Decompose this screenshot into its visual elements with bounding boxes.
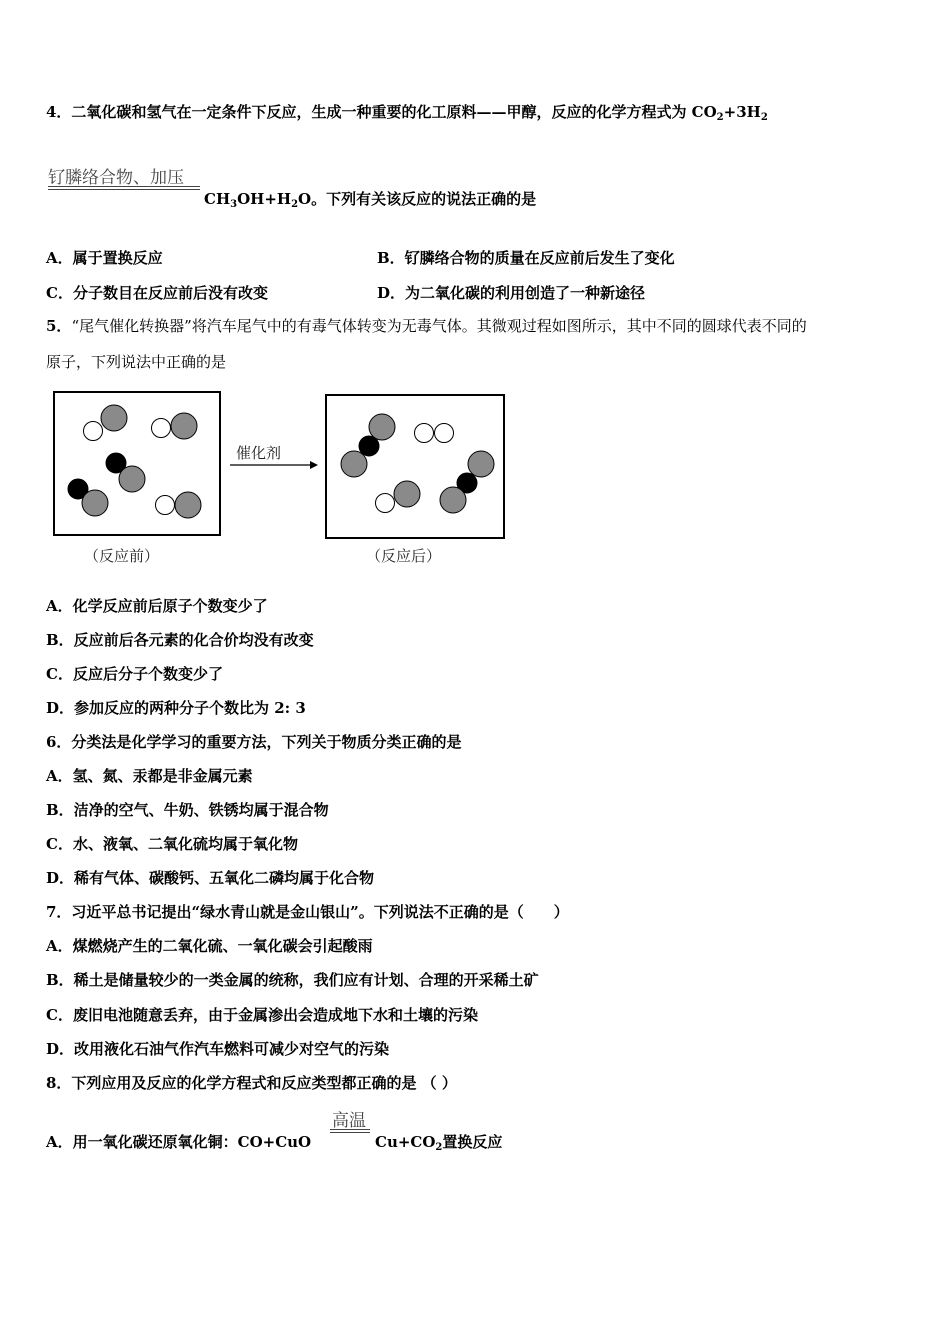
after-reaction-box xyxy=(325,394,505,539)
q4-equation-arrow xyxy=(48,186,200,190)
q5-option-a: A．化学反应前后原子个数变少了 xyxy=(46,597,268,615)
q8-option-a-right: $Cu+CO_2$置换反应 xyxy=(375,1133,503,1153)
gray-atom xyxy=(440,487,466,513)
gray-atom xyxy=(394,481,420,507)
q6-stem: 6．分类法是化学学习的重要方法，下列关于物质分类正确的是 xyxy=(46,733,462,751)
q7-option-b: B．稀土是储量较少的一类金属的统称，我们应有计划、合理的开采稀土矿 xyxy=(46,971,539,989)
gray-atom xyxy=(101,405,127,431)
q5-stem-line1: 5．“尾气催化转换器”将汽车尾气中的有毒气体转变为无毒气体。其微观过程如图所示，其中不同的圆球代表不同的 xyxy=(46,317,807,335)
white-atom xyxy=(152,419,171,438)
after-caption: （反应后） xyxy=(366,547,442,565)
q8-stem: 8．下列应用及反应的化学方程式和反应类型都正确的是 （ ） xyxy=(46,1074,457,1092)
gray-atom xyxy=(171,413,197,439)
gray-atom xyxy=(82,490,108,516)
q4-option-c: C．分子数目在反应前后没有改变 xyxy=(46,284,268,302)
q4-option-d: D．为二氧化碳的利用创造了一种新途径 xyxy=(377,284,646,302)
q4-stem-line1: 4．二氧化碳和氢气在一定条件下反应，生成一种重要的化工原料——甲醇，反应的化学方程式为 $CO_2+3H_2$ xyxy=(46,103,768,123)
gray-atom xyxy=(341,451,367,477)
q6-option-d: D．稀有气体、碳酸钙、五氧化二磷均属于化合物 xyxy=(46,869,375,887)
gray-atom xyxy=(175,492,201,518)
q5-option-b: B．反应前后各元素的化合价均没有改变 xyxy=(46,631,314,649)
white-atom xyxy=(415,424,434,443)
catalyst-label: 催化剂 xyxy=(236,444,282,462)
q4-option-a: A．属于置换反应 xyxy=(46,249,163,267)
q5-option-c: C．反应后分子个数变少了 xyxy=(46,665,223,683)
white-atom xyxy=(84,422,103,441)
before-caption: （反应前） xyxy=(84,547,160,565)
q8-equation-arrow xyxy=(330,1129,370,1133)
q6-option-c: C．水、液氧、二氧化硫均属于氧化物 xyxy=(46,835,298,853)
q4-stem-line2: $CH_3OH+H_2O$。下列有关该反应的说法正确的是 xyxy=(204,190,537,210)
gray-atom xyxy=(468,451,494,477)
q6-option-a: A．氢、氮、汞都是非金属元素 xyxy=(46,767,253,785)
q6-option-b: B．洁净的空气、牛奶、铁锈均属于混合物 xyxy=(46,801,329,819)
q7-option-a: A．煤燃烧产生的二氧化硫、一氧化碳会引起酸雨 xyxy=(46,937,373,955)
white-atom xyxy=(435,424,454,443)
white-atom xyxy=(376,494,395,513)
gray-atom xyxy=(119,466,145,492)
reaction-arrow-icon xyxy=(228,458,320,472)
after-molecules xyxy=(327,396,503,537)
q8-option-a-left: A．用一氧化碳还原氧化铜：CO+CuO xyxy=(46,1133,312,1151)
before-reaction-box xyxy=(53,391,221,536)
q7-option-d: D．改用液化石油气作汽车燃料可减少对空气的污染 xyxy=(46,1040,390,1058)
q4-option-b: B．钌膦络合物的质量在反应前后发生了变化 xyxy=(377,249,675,267)
q4-reaction-condition: 钌膦络合物、加压 xyxy=(48,168,184,188)
black-atom xyxy=(359,436,379,456)
q8-reaction-condition: 高温 xyxy=(332,1111,366,1131)
white-atom xyxy=(156,496,175,515)
gray-atom xyxy=(369,414,395,440)
q5-option-d: D．参加反应的两种分子个数比为 2: 3 xyxy=(46,699,306,717)
q7-option-c: C．废旧电池随意丢弃，由于金属渗出会造成地下水和土壤的污染 xyxy=(46,1006,478,1024)
q5-stem-line2: 原子，下列说法中正确的是 xyxy=(46,353,227,371)
q7-stem: 7．习近平总书记提出“绿水青山就是金山银山”。下列说法不正确的是（ ） xyxy=(46,903,569,921)
before-molecules xyxy=(55,393,219,534)
